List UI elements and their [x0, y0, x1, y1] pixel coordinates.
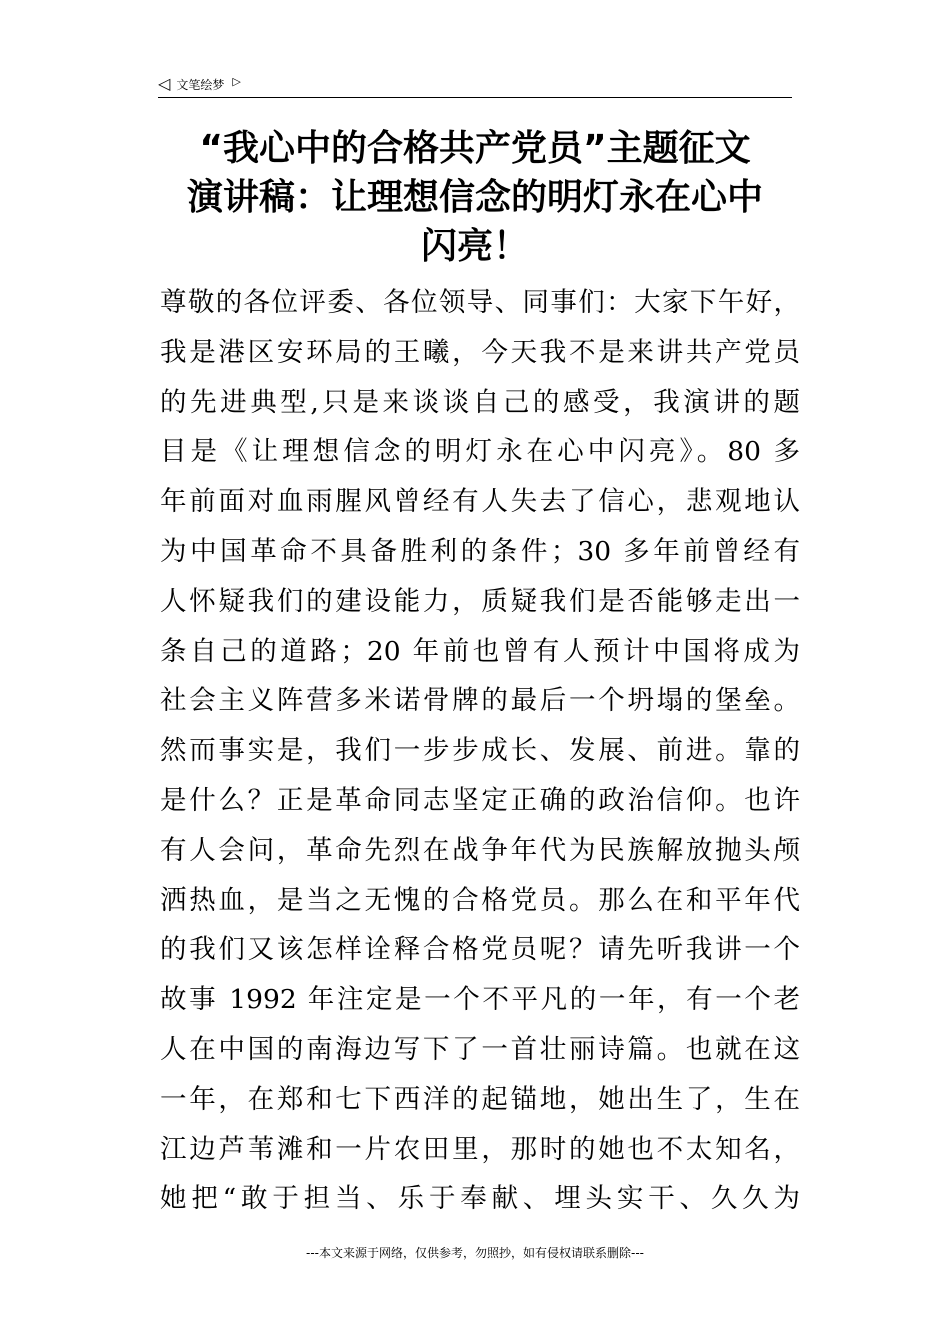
body-line: 有人会问，革命先烈在战争年代为民族解放抛头颅 [160, 834, 800, 866]
header-label: 文笔绘梦 [176, 77, 225, 92]
body-line: 条自己的道路；20 年前也曾有人预计中国将成为 [160, 635, 800, 667]
body-line: 为中国革命不具备胜利的条件；30 多年前曾经有 [160, 535, 800, 567]
title-line: 演讲稿：让理想信念的明灯永在心中 [186, 177, 763, 218]
body-line: 社会主义阵营多米诺骨牌的最后一个坍塌的堡垒。 [160, 685, 800, 717]
title-line: 闪亮！ [420, 226, 529, 267]
body-line: 人怀疑我们的建设能力，质疑我们是否能够走出一 [160, 585, 800, 617]
body-line: 我是港区安环局的王曦，今天我不是来讲共产党员 [160, 336, 800, 368]
body-line: 她把“敢于担当、乐于奉献、埋头实干、久久为 [160, 1183, 800, 1215]
body-line: 的先进典型,只是来谈谈自己的感受，我演讲的题 [160, 386, 800, 418]
footer-notice: ---本文来源于网络，仅供参考，勿照抄，如有侵权请联系删除--- [306, 1246, 644, 1260]
body-line: 年前面对血雨腥风曾经有人失去了信心，悲观地认 [160, 486, 800, 518]
body-line: 江边芦苇滩和一片农田里，那时的她也不太知名， [160, 1133, 800, 1165]
body-line: 尊敬的各位评委、各位领导、同事们：大家下午好， [160, 287, 800, 318]
body-line: 一年，在郑和七下西洋的起锚地，她出生了，生在 [160, 1083, 800, 1115]
body-line: 然而事实是，我们一步步成长、发展、前进。靠的 [160, 735, 800, 767]
triangle-left-icon: ◁ [158, 74, 171, 93]
header-divider [158, 97, 792, 98]
body-line: 故事 1992 年注定是一个不平凡的一年，有一个老 [160, 984, 800, 1016]
body-line: 是什么？正是革命同志坚定正确的政治信仰。也许 [160, 784, 800, 816]
body-line: 洒热血，是当之无愧的合格党员。那么在和平年代 [160, 884, 800, 916]
document-title [150, 124, 800, 271]
body-line: 目是《让理想信念的明灯永在心中闪亮》。80 多 [160, 436, 800, 468]
document-body [160, 278, 800, 1224]
body-line: 的我们又该怎样诠释合格党员呢？请先听我讲一个 [160, 934, 800, 966]
title-line: “我心中的合格共产党员”主题征文 [199, 128, 751, 169]
page-header [158, 74, 241, 94]
body-line: 人在中国的南海边写下了一首壮丽诗篇。也就在这 [160, 1033, 800, 1065]
triangle-right-icon: ▷ [232, 74, 241, 88]
